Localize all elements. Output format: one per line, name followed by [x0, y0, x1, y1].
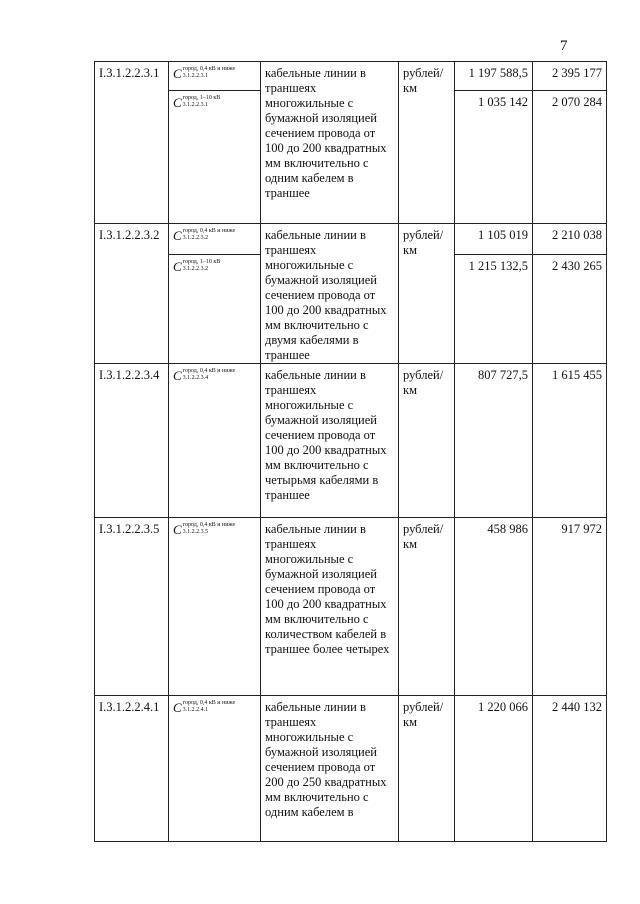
formula-superscript: город, 0,4 кВ и ниже [182, 700, 236, 706]
row-code: I.3.1.2.2.4.1 [95, 696, 169, 842]
rate-symbol: C [173, 258, 182, 274]
formula-subscript: 3.1.2.2.4.1 [182, 707, 209, 713]
formula-indices [183, 66, 235, 80]
formula-cell [169, 254, 261, 363]
value-cell: 2 210 038 [533, 224, 607, 255]
formula-indices [183, 228, 235, 242]
formula-subscript: 3.1.2.2.3.4 [182, 375, 209, 381]
value-cell: 917 972 [533, 518, 607, 696]
value-cell: 2 395 177 [533, 62, 607, 91]
description-cell: кабельные линии в траншеях многожильные с бумажной изоляцией сечением провода от 200 до 250 квадратных мм включительно с одним кабелем в [261, 696, 399, 842]
formula-indices [183, 522, 235, 536]
value-cell: 1 035 142 [455, 91, 533, 224]
description-cell: кабельные линии в траншеях многожильные с бумажной изоляцией сечением провода от 100 до 200 квадратных мм включительно с двумя кабелями в траншее [261, 224, 399, 364]
unit-cell: рублей/ км [399, 62, 455, 224]
rate-symbol: C [173, 522, 182, 537]
formula-cell [169, 62, 261, 91]
formula-cell [169, 364, 261, 518]
value-cell: 807 727,5 [455, 364, 533, 518]
value-cell: 1 197 588,5 [455, 62, 533, 91]
unit-cell: рублей/ км [399, 696, 455, 842]
description-cell: кабельные линии в траншеях многожильные с бумажной изоляцией сечением провода от 100 до 200 квадратных мм включительно с количеством кабелей в траншее более четырех [261, 518, 399, 696]
description-cell: кабельные линии в траншеях многожильные с бумажной изоляцией сечением провода от 100 до 200 квадратных мм включительно с одним кабелем в траншее [261, 62, 399, 224]
formula-subscript: 3.1.2.2.3.2 [182, 235, 209, 241]
value-cell: 1 215 132,5 [455, 254, 533, 363]
unit-cell: рублей/ км [399, 224, 455, 364]
page-number: 7 [560, 38, 568, 54]
table-row [95, 696, 607, 842]
formula-subscript: 3.1.2.2.3.2 [182, 265, 209, 272]
table-row [95, 364, 607, 518]
value-cell: 2 430 265 [533, 254, 607, 363]
formula-indices [183, 95, 221, 109]
formula-cell [169, 696, 261, 842]
formula-superscript: город, 1–10 кВ [182, 258, 221, 265]
value-cell: 2 070 284 [533, 91, 607, 224]
rate-symbol: C [173, 66, 182, 81]
formula-cell [169, 91, 261, 224]
formula-subscript: 3.1.2.2.3.1 [182, 73, 209, 79]
unit-cell: рублей/ км [399, 364, 455, 518]
formula-cell [169, 518, 261, 696]
table-row [95, 224, 607, 255]
formula-indices [183, 259, 221, 273]
rate-symbol: C [173, 95, 182, 110]
formula-cell [169, 224, 261, 255]
formula-subscript: 3.1.2.2.3.1 [182, 102, 209, 108]
table-row [95, 518, 607, 696]
rate-symbol: C [173, 228, 182, 243]
unit-cell: рублей/ км [399, 518, 455, 696]
rate-symbol: C [173, 368, 182, 383]
value-cell: 458 986 [455, 518, 533, 696]
row-code: I.3.1.2.2.3.4 [95, 364, 169, 518]
formula-superscript: город, 0,4 кВ и ниже [182, 228, 236, 234]
rate-symbol: C [173, 700, 182, 715]
value-cell: 2 440 132 [533, 696, 607, 842]
formula-indices [183, 368, 235, 382]
value-cell: 1 105 019 [455, 224, 533, 255]
formula-superscript: город, 0,4 кВ и ниже [182, 368, 236, 374]
table-row [95, 62, 607, 91]
formula-indices [183, 700, 235, 714]
formula-superscript: город, 0,4 кВ и ниже [182, 66, 236, 72]
description-cell: кабельные линии в траншеях многожильные с бумажной изоляцией сечением провода от 100 до 200 квадратных мм включительно с четырьмя кабелями в траншее [261, 364, 399, 518]
row-code: I.3.1.2.2.3.1 [95, 62, 169, 224]
row-code: I.3.1.2.2.3.2 [95, 224, 169, 364]
value-cell: 1 615 455 [533, 364, 607, 518]
formula-superscript: город, 1–10 кВ [182, 95, 221, 101]
formula-superscript: город, 0,4 кВ и ниже [182, 522, 236, 528]
rates-table [94, 61, 607, 842]
value-cell: 1 220 066 [455, 696, 533, 842]
row-code: I.3.1.2.2.3.5 [95, 518, 169, 696]
formula-subscript: 3.1.2.2.3.5 [182, 529, 209, 535]
